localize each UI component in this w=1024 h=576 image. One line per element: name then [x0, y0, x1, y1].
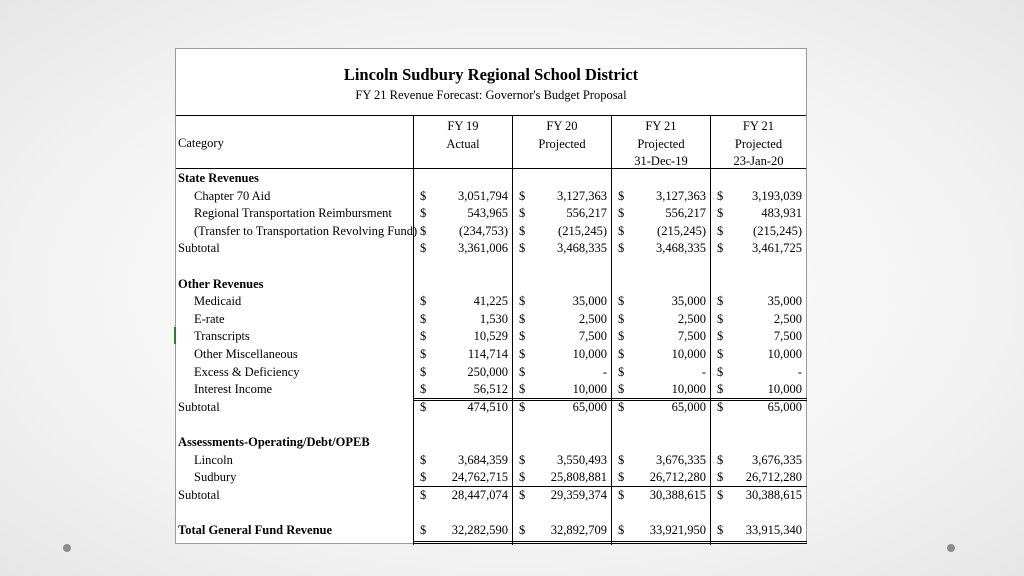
cell-value: 3,361,006: [458, 241, 508, 256]
section-heading-row: [176, 276, 806, 294]
document-title: Lincoln Sudbury Regional School District: [343, 65, 639, 84]
dollar-sign: $: [717, 487, 724, 502]
dollar-sign: $: [618, 487, 625, 502]
dollar-sign: $: [519, 487, 526, 502]
cell-value: 3,127,363: [656, 188, 706, 203]
slide-corner-dot: [63, 544, 71, 552]
column-header-fy19: [414, 115, 512, 169]
table-row: [176, 328, 806, 346]
dollar-sign: $: [717, 470, 724, 485]
section-heading-row: [176, 434, 806, 452]
dollar-sign: $: [420, 223, 427, 238]
cell-value: 30,388,615: [745, 487, 802, 502]
cell-value: 3,676,335: [752, 452, 802, 467]
dollar-sign: $: [519, 399, 526, 414]
dollar-sign: $: [618, 347, 625, 361]
cell-value: 2,500: [578, 311, 607, 326]
cell-value: 3,468,335: [557, 241, 607, 256]
slide-corner-dot: [947, 544, 955, 552]
cell-value: 10,000: [572, 382, 607, 397]
dollar-sign: $: [519, 206, 526, 221]
title-block: [176, 49, 806, 116]
table-row: [176, 452, 806, 470]
dollar-sign: $: [717, 329, 724, 344]
table-row: [176, 293, 806, 311]
subtotal-row-label: Subtotal: [178, 399, 220, 414]
dollar-sign: $: [717, 399, 724, 414]
section-heading: Assessments-Operating/Debt/OPEB: [178, 435, 370, 449]
cell-value: 32,282,590: [451, 523, 508, 537]
category-header-label: Category: [178, 136, 224, 150]
dollar-sign: $: [519, 311, 526, 326]
table-row-label: (Transfer to Transportation Revolving Fund): [194, 223, 418, 238]
cell-value: 3,051,794: [458, 188, 508, 203]
table-row: [176, 188, 806, 206]
cell-value: -: [602, 364, 607, 379]
dollar-sign: $: [618, 364, 625, 379]
table-row: [176, 205, 806, 223]
dollar-sign: $: [717, 188, 724, 203]
dollar-sign: $: [420, 206, 427, 221]
section-heading: State Revenues: [178, 171, 259, 185]
cell-value: 3,550,493: [557, 452, 607, 467]
column-header-line2: Projected: [538, 136, 586, 151]
dollar-sign: $: [519, 329, 526, 344]
dollar-sign: $: [618, 311, 625, 326]
column-header-line2: Projected: [734, 136, 783, 151]
cell-value: 65,000: [671, 399, 706, 414]
cell-value: 30,388,615: [649, 487, 706, 502]
cell-value: -: [701, 364, 706, 379]
section-heading-row: [176, 170, 806, 188]
column-header-line3: 23-Jan-20: [733, 154, 784, 168]
dollar-sign: $: [618, 188, 625, 203]
cell-value: 25,808,881: [550, 470, 607, 485]
dollar-sign: $: [618, 382, 625, 397]
cell-value: 250,000: [467, 364, 508, 379]
dollar-sign: $: [420, 382, 427, 397]
table-row: [176, 381, 806, 399]
cell-value: 10,000: [572, 347, 607, 361]
dollar-sign: $: [618, 399, 625, 414]
cell-value: 26,712,280: [745, 470, 802, 485]
column-header-line1: FY 21: [742, 119, 775, 133]
dollar-sign: $: [420, 241, 427, 256]
cell-value: (234,753): [459, 223, 508, 238]
column-header-line1: FY 21: [645, 119, 677, 133]
table-row: [176, 469, 806, 487]
column-header-line1: FY 19: [447, 119, 479, 133]
cell-value: 474,510: [467, 399, 508, 414]
column-header-line3: 31-Dec-19: [634, 154, 688, 168]
cell-value: 10,000: [767, 347, 802, 361]
table-row-label: Other Miscellaneous: [194, 347, 298, 361]
cell-value: 56,512: [473, 382, 508, 397]
table-row-label: Regional Transportation Reimbursment: [194, 206, 392, 221]
dollar-sign: $: [420, 311, 427, 326]
cell-value: 10,000: [671, 347, 706, 361]
dollar-sign: $: [717, 311, 724, 326]
cell-value: 10,000: [767, 382, 802, 397]
dollar-sign: $: [519, 347, 526, 361]
cell-value: 543,965: [467, 206, 508, 221]
dollar-sign: $: [519, 523, 526, 537]
table-row: [176, 364, 806, 382]
cell-value: 3,676,335: [656, 452, 706, 467]
table-row: [176, 311, 806, 329]
dollar-sign: $: [519, 188, 526, 203]
cell-value: (215,245): [558, 223, 607, 238]
dollar-sign: $: [519, 382, 526, 397]
cell-value: 483,931: [761, 206, 802, 221]
dollar-sign: $: [717, 223, 724, 238]
table-row-label: Interest Income: [194, 382, 273, 397]
cell-value: 24,762,715: [451, 470, 508, 485]
cell-value: 1,530: [479, 311, 508, 326]
dollar-sign: $: [420, 487, 427, 502]
dollar-sign: $: [618, 523, 625, 537]
dollar-sign: $: [618, 206, 625, 221]
dollar-sign: $: [420, 364, 427, 379]
table-row-label: Sudbury: [194, 470, 237, 485]
dollar-sign: $: [717, 241, 724, 256]
cell-value: 3,461,725: [752, 241, 802, 256]
subtotal-row-label: Subtotal: [178, 241, 220, 256]
cell-value: 3,684,359: [458, 452, 508, 467]
subtotal-row: [176, 399, 806, 417]
dollar-sign: $: [519, 452, 526, 467]
table-row-label: Excess & Deficiency: [194, 364, 300, 379]
dollar-sign: $: [717, 452, 724, 467]
dollar-sign: $: [618, 452, 625, 467]
cell-value: 7,500: [578, 329, 607, 344]
total-row-label: Total General Fund Revenue: [178, 523, 333, 537]
dollar-sign: $: [717, 364, 724, 379]
cell-value: 65,000: [572, 399, 607, 414]
cell-value: 26,712,280: [649, 470, 706, 485]
subtotal-row: [176, 240, 806, 258]
cell-value: 556,217: [566, 206, 607, 221]
dollar-sign: $: [420, 294, 427, 309]
dollar-sign: $: [420, 347, 427, 361]
cell-value: 114,714: [467, 347, 508, 361]
column-header-fy20: [513, 115, 611, 169]
cell-value: 28,447,074: [451, 487, 508, 502]
section-heading: Other Revenues: [178, 276, 264, 291]
table-row: [176, 223, 806, 241]
total-row: [176, 522, 806, 540]
subtotal-row-label: Subtotal: [178, 487, 220, 502]
cell-value: 10,000: [671, 382, 706, 397]
cell-value: 32,892,709: [550, 523, 607, 537]
cell-value: 3,127,363: [557, 188, 607, 203]
cell-value: 7,500: [677, 329, 706, 344]
cell-value: 556,217: [665, 206, 706, 221]
dollar-sign: $: [519, 223, 526, 238]
cell-value: 33,915,340: [745, 523, 802, 537]
table-row-label: Medicaid: [194, 294, 242, 309]
cell-value: 2,500: [773, 311, 802, 326]
dollar-sign: $: [618, 223, 625, 238]
cell-value: (215,245): [657, 223, 706, 238]
dollar-sign: $: [420, 470, 427, 485]
column-header-line1: FY 20: [546, 119, 578, 133]
table-row-label: Lincoln: [194, 452, 233, 467]
dollar-sign: $: [519, 241, 526, 256]
cell-value: 7,500: [773, 329, 802, 344]
dollar-sign: $: [717, 294, 724, 309]
table-row-label: Chapter 70 Aid: [194, 188, 271, 203]
dollar-sign: $: [717, 382, 724, 397]
cell-value: -: [797, 364, 802, 379]
category-header: [176, 115, 413, 169]
cell-value: 3,193,039: [752, 188, 802, 203]
dollar-sign: $: [618, 470, 625, 485]
cell-value: 10,529: [473, 329, 508, 344]
cell-value: 65,000: [767, 399, 802, 414]
dollar-sign: $: [618, 241, 625, 256]
double-underline: [413, 541, 807, 544]
cell-value: 29,359,374: [550, 487, 607, 502]
cell-value: 3,468,335: [656, 241, 706, 256]
column-header-fy21-dec: [612, 115, 710, 169]
cell-value: 35,000: [671, 294, 706, 309]
dollar-sign: $: [420, 452, 427, 467]
dollar-sign: $: [717, 206, 724, 221]
table-row: [176, 346, 806, 364]
dollar-sign: $: [717, 347, 724, 361]
dollar-sign: $: [420, 399, 427, 414]
column-header-line2: Projected: [637, 136, 685, 151]
revenue-forecast-table: [175, 48, 807, 544]
document-subtitle: FY 21 Revenue Forecast: Governor's Budget Proposal: [355, 88, 627, 102]
dollar-sign: $: [420, 329, 427, 344]
dollar-sign: $: [618, 329, 625, 344]
dollar-sign: $: [519, 364, 526, 379]
cell-value: 33,921,950: [649, 523, 706, 537]
subtotal-row: [176, 487, 806, 505]
table-row-label: E-rate: [194, 311, 225, 326]
cell-value: 41,225: [473, 294, 508, 309]
cell-value: 35,000: [767, 294, 802, 309]
dollar-sign: $: [420, 188, 427, 203]
column-header-fy21-jan: [711, 115, 806, 169]
dollar-sign: $: [519, 294, 526, 309]
cell-value: (215,245): [753, 223, 802, 238]
cell-value: 2,500: [677, 311, 706, 326]
table-row-label: Transcripts: [194, 329, 250, 344]
dollar-sign: $: [420, 523, 427, 537]
dollar-sign: $: [717, 523, 724, 537]
column-header-line2: Actual: [446, 136, 480, 151]
cell-cursor-marker: [174, 327, 176, 344]
dollar-sign: $: [618, 294, 625, 309]
cell-value: 35,000: [572, 294, 607, 309]
dollar-sign: $: [519, 470, 526, 485]
